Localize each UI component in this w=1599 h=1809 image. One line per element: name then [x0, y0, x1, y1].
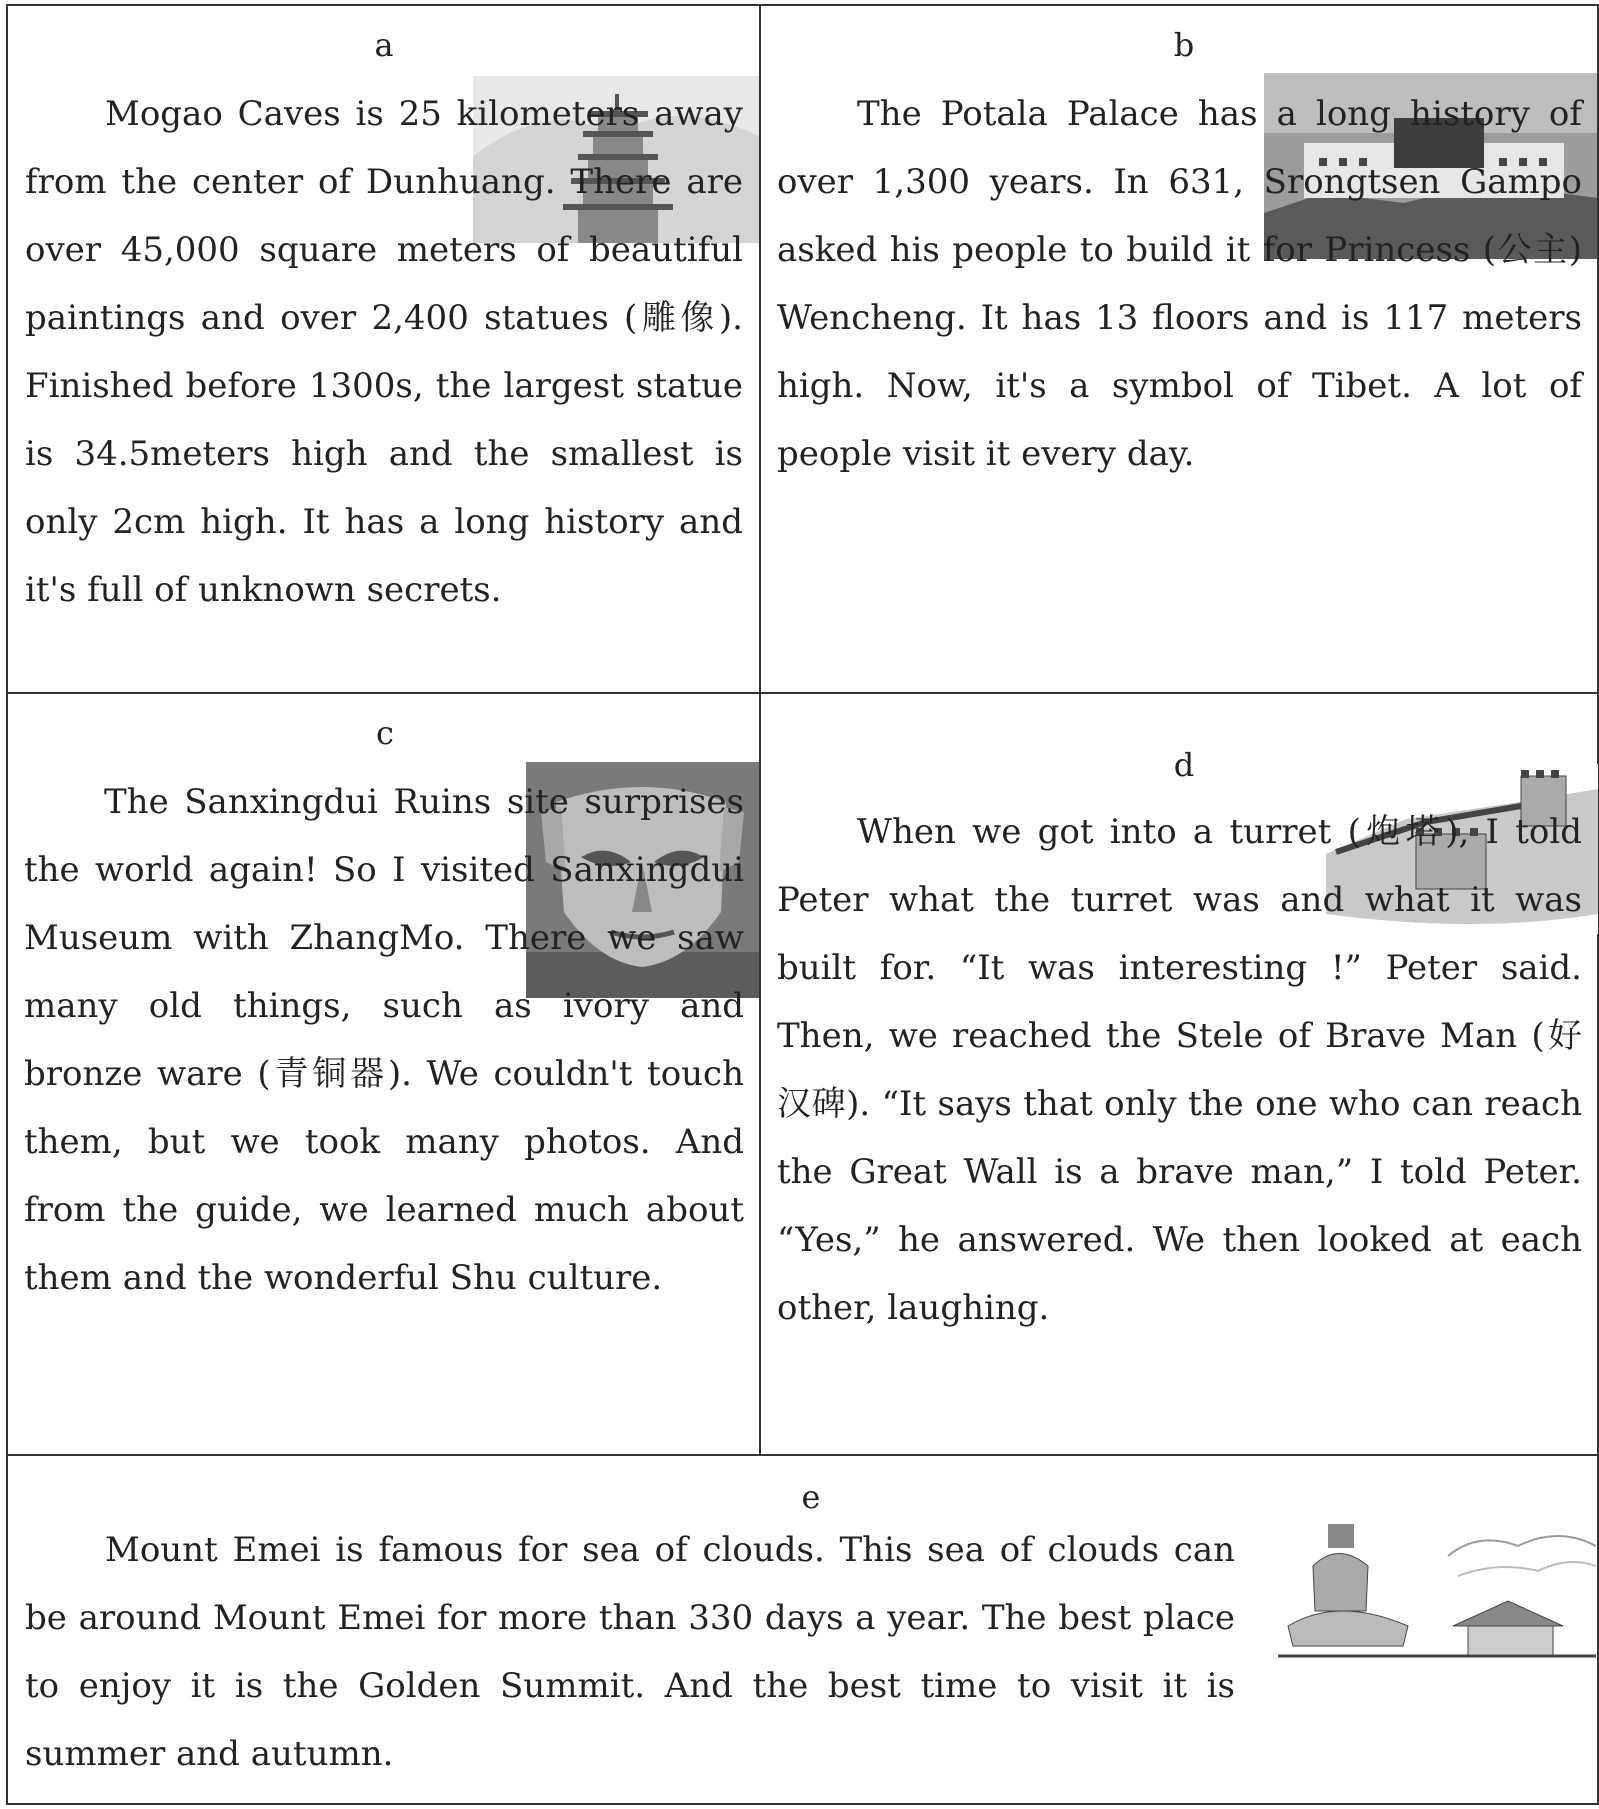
passage-text: When we got into a turret (炮塔), I told Peter what the turret was and what it was built for. “It was interesting !” Peter said. Then, we reached the Stele of Brave Man (好汉碑). “It says that only the one who can reach the Great Wall is a brave man,” I told Peter. “Yes,” he answered. We then looked at each other, laughing. [777, 812, 1582, 1328]
passage-letter: b [1173, 26, 1195, 64]
passage-letter: a [374, 26, 394, 64]
passage-e [8, 1456, 1597, 1803]
passage-c [8, 694, 759, 1454]
passage-text: Mount Emei is famous for sea of clouds. This sea of clouds can be around Mount Emei for more than 330 days a year. The best place to enjoy it is the Golden Summit. And the best time to visit it is summer and autumn. [25, 1530, 1235, 1774]
passage-text: The Sanxingdui Ruins site surprises the world again! So I visited Sanxingdui Museum with ZhangMo. There we saw many old things, such as ivory and bronze ware (青铜器). We couldn't touch them, but we took many photos. And from the guide, we learned much about them and the wonderful Shu culture. [24, 782, 744, 1298]
passage-d [761, 694, 1597, 1454]
passage-text: Mogao Caves is 25 kilometers away from the center of Dunhuang. There are over 45,000 square meters of beautiful paintings and over 2,400 statues (雕像). Finished before 1300s, the largest statue is 34.5meters high and the smallest is only 2cm high. It has a long history and it's full of unknown secrets. [25, 94, 743, 610]
passage-letter: e [801, 1478, 821, 1516]
passage-a [8, 6, 759, 692]
passage-text: The Potala Palace has a long history of over 1,300 years. In 631, Srongtsen Gampo asked his people to build it for Princess (公主) Wencheng. It has 13 floors and is 117 meters high. Now, it's a symbol of Tibet. A lot of people visit it every day. [777, 94, 1582, 474]
passage-b [761, 6, 1597, 692]
passage-letter: d [1173, 746, 1195, 784]
passage-letter: c [376, 714, 394, 752]
mount-emei-drawing [1278, 1516, 1596, 1686]
